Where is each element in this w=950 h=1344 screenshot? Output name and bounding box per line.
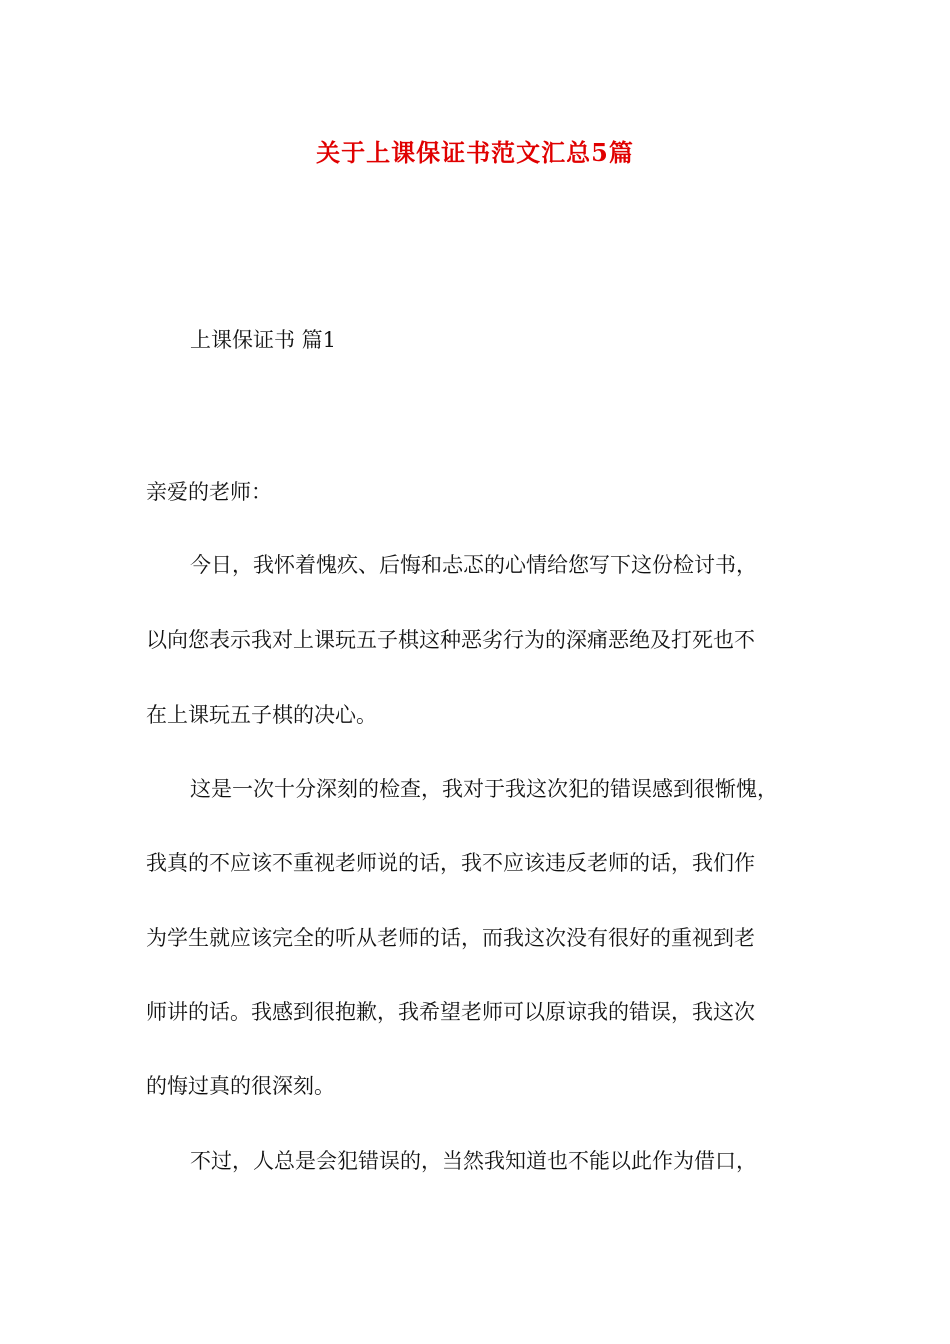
paragraph-line: 的悔过真的很深刻。 [146,1074,335,1098]
document-title: 关于上课保证书范文汇总5篇 [316,138,634,167]
paragraph-line: 这是一次十分深刻的检查，我对于我这次犯的错误感到很惭愧， [190,777,778,801]
salutation: 亲爱的老师： [146,480,272,504]
paragraph-line: 师讲的话。我感到很抱歉，我希望老师可以原谅我的错误，我这次 [146,1000,755,1024]
paragraph-line: 今日，我怀着愧疚、后悔和忐忑的心情给您写下这份检讨书， [190,553,757,577]
paragraph-line: 以向您表示我对上课玩五子棋这种恶劣行为的深痛恶绝及打死也不 [146,628,755,652]
paragraph-line: 我真的不应该不重视老师说的话，我不应该违反老师的话，我们作 [146,851,755,875]
paragraph-line: 在上课玩五子棋的决心。 [146,703,377,727]
paragraph-line: 为学生就应该完全的听从老师的话，而我这次没有很好的重视到老 [146,926,755,950]
paragraph-line: 不过，人总是会犯错误的，当然我知道也不能以此作为借口， [190,1149,757,1173]
section-heading: 上课保证书 篇1 [190,328,337,352]
